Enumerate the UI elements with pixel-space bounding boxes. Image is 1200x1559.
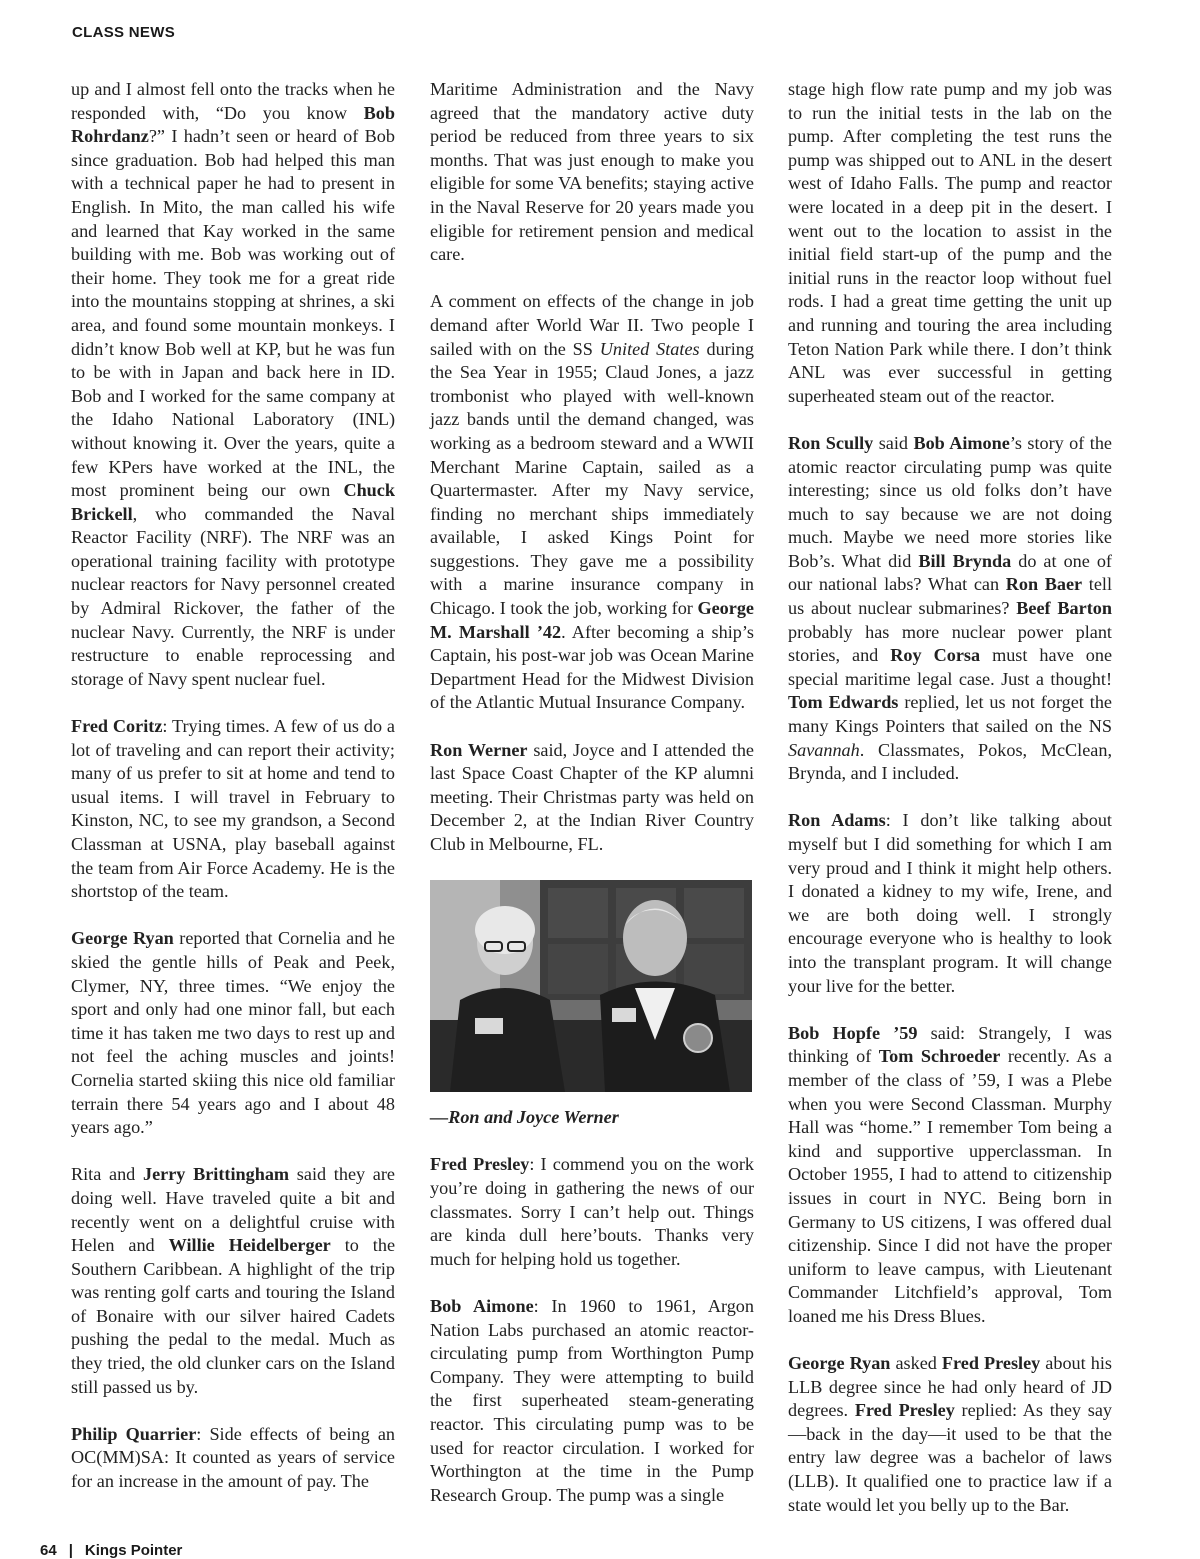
publication-name: Kings Pointer [84, 1542, 183, 1559]
text-run: during the Sea Year in 1955; Claud Jones, a jazz trombonist who played with well-known jazz bands until the demand changed, was working as a bedroom steward and a WWII Merchant Marine Captain, sailed as a Quartermaster. After my Navy service, finding no merchant ships immediately available, I asked Kings Point for suggestions. They gave me a possibility with a marine insurance company in Chicago. I took the job, working for [430, 338, 754, 619]
text-run: , who commanded the Naval Reactor Facility (NRF). The NRF was an operational training facility with prototype nuclear reactors for Navy personnel created by Admiral Rickover, the father of the nuclear Navy. Currently, the NRF is under restructure to enable reprocessing and storage of Navy spent nuclear fuel. [71, 503, 395, 689]
text-run: ’s story of the atomic reactor circulating pump was quite interesting; since us old folks don’t have much to say because we are not doing much. Maybe we need more stories like Bob’s. What did [788, 432, 1112, 571]
text-run: reported that Cornelia and he skied the gentle hills of Peak and Peek, Clymer, NY, three times. “We enjoy the sport and only had one minor fall, but each time it has taken me two days to rest up and not feel the aching muscles and joints! Cornelia started skiing this nice old familiar terrain there 54 years ago and I about 48 years ago.” [71, 928, 395, 1138]
page-footer [40, 1542, 182, 1559]
person-name: Ron Werner [430, 739, 528, 760]
section-heading: CLASS NEWS [72, 24, 176, 41]
person-name: Fred Presley [430, 1154, 530, 1175]
text-run: : I don’t like talking about myself but I did something for which I am very proud and I think it might help others. I donated a kidney to my wife, Irene, and we are both doing well. I strongly encourage everyone who is healthy to look into the transplant program. It will change your live for the better. [788, 810, 1112, 996]
text-run: up and I almost fell onto the tracks when he responded with, “Do you know [71, 79, 395, 123]
person-name: Jerry Brittingham [142, 1164, 290, 1185]
text-run: . Classmates, Pokos, McClean, Brynda, and I included. [788, 739, 1112, 784]
text-run: stage high flow rate pump and my job was to run the initial tests in the lab on the pump. After completing the test runs the pump was shipped out to ANL in the desert west of Idaho Falls. The pump and reactor were located in a deep pit in the desert. I went out to the location to assist in the initial field start-up of the pump and the initial runs in the reactor loop without fuel rods. I had a great time getting the unit up and running and touring the area including Teton Nation Park while there. I don’t think ANL was ever successful in getting superheated steam out of the reactor. [788, 79, 1112, 406]
person-name: Willie Heidelberger [168, 1235, 331, 1256]
person-name: Bob Hopfe ’59 [788, 1022, 918, 1043]
text-run: must have one special maritime legal case. Just a thought! [788, 645, 1113, 689]
paragraph [430, 739, 754, 857]
paragraph [71, 1163, 395, 1399]
ship-name: Savannah [788, 739, 860, 760]
person-name: Ron Scully [788, 432, 874, 453]
text-run: replied: As they say—back in the day—it used to be that the entry law degree was a bachelor of laws (LLB). It qualified one to practice law if a state would let you belly up to the Bar. [788, 1400, 1112, 1515]
text-column-3 [788, 78, 1112, 1517]
person-name: Bob Rohrdanz [71, 102, 395, 147]
text-run: : I commend you on the work you’re doing in gathering the news of our classmates. Sorry I can’t help out. Things are kinda dull here’bouts. Thanks very much for helping hold us together. [430, 1154, 754, 1269]
photo-caption: —Ron and Joyce Werner [430, 1107, 619, 1128]
paragraph [71, 715, 395, 904]
person-name: Fred Presley [854, 1400, 955, 1421]
person-name: Bob Aimone [430, 1295, 534, 1316]
person-name: Fred Coritz [71, 716, 163, 737]
person-name: Chuck Brickell [71, 480, 395, 524]
photo-illustration [430, 880, 752, 1092]
person-name: George Ryan [788, 1353, 891, 1374]
person-name: Philip Quarrier [71, 1423, 197, 1444]
text-run: said [873, 432, 914, 453]
page-number: 64 [40, 1542, 57, 1559]
person-name: Ron Adams [788, 810, 886, 831]
paragraph [71, 1423, 395, 1494]
paragraph [788, 1352, 1112, 1517]
person-name: Bill Brynda [918, 550, 1012, 571]
text-run: replied, let us not forget the many Kings Pointers that sailed on the NS [788, 692, 1112, 737]
paragraph [788, 432, 1112, 786]
paragraph [430, 1295, 754, 1507]
paragraph [788, 78, 1112, 408]
text-run: said they are doing well. Have traveled quite a bit and recently went on a delightful cruise with Helen and [71, 1164, 396, 1256]
text-run: : Side effects of being an OC(MM)SA: It counted as years of service for an increase in the amount of pay. The [71, 1423, 395, 1492]
paragraph [788, 1022, 1112, 1329]
paragraph [788, 809, 1112, 998]
text-run: asked [890, 1353, 942, 1374]
person-name: Fred Presley [941, 1353, 1041, 1374]
paragraph [430, 78, 754, 267]
person-name: Ron Baer [1005, 574, 1083, 595]
text-run: Maritime Administration and the Navy agreed that the mandatory active duty period be reduced from three years to six months. That was just enough to make you eligible for some VA benefits; staying active in the Naval Reserve for 20 years made you eligible for retirement pension and medical care. [430, 79, 754, 265]
text-column-1 [71, 78, 395, 1494]
text-run: : Trying times. A few of us do a lot of traveling and can report their activity; many of us prefer to sit at home and tend to usual items. I will travel in February to Kinston, NC, to see my grandson, a Second Classman at USNA, play baseball against the team from Air Force Academy. He is the shortstop of the team. [71, 716, 395, 902]
person-name: Roy Corsa [890, 645, 981, 666]
photo-ron-and-joyce-werner [430, 880, 752, 1092]
text-run: : In 1960 to 1961, Argon Nation Labs purchased an atomic reactor-circulating pump from Worthington Pump Company. They were attempting to build the first superheated steam-generating reactor. This circulating pump was to be used for reactor circulation. I worked for Worthington at the time in the Pump Research Group. The pump was a single [430, 1295, 754, 1505]
text-run: do at one of our national labs? What can [788, 550, 1112, 595]
person-name: Tom Schroeder [878, 1046, 1001, 1067]
text-run: Rita and [71, 1164, 143, 1185]
paragraph [71, 927, 395, 1139]
person-name: Tom Edwards [788, 692, 899, 713]
ship-name: United States [599, 338, 700, 359]
text-run: to the Southern Caribbean. A highlight of the trip was renting golf carts and touring the Island of Bonaire with our silver haired Cadets pushing the pedal to the medal. Much as they tried, the old clunker cars on the Island still passed us by. [71, 1235, 396, 1397]
text-run: A comment on effects of the change in job demand after World War II. Two people I sailed with on the SS [430, 291, 754, 359]
text-run: . After becoming a ship’s Captain, his post-war job was Ocean Marine Department Head for the Midwest Division of the Atlantic Mutual Insurance Company. [430, 621, 754, 713]
text-column-2 [430, 78, 754, 1507]
paragraph [430, 1153, 754, 1271]
text-run: about his LLB degree since he had only heard of JD degrees. [788, 1353, 1112, 1421]
text-run: ?” I hadn’t seen or heard of Bob since graduation. Bob had helped this man with a technical paper he had to present in English. In Mito, the man called his wife and learned that Kay worked in the same building with me. Bob was working out of their home. They took me for a great ride into the mountains stopping at shrines, a ski area, and found some mountain monkeys. I didn’t know Bob well at KP, but he was fun to be with in Japan and back here in ID. Bob and I worked for the same company at the Idaho National Laboratory (INL) without knowing it. Over the years, quite a few KPers have worked at the INL, the most prominent being our own [71, 126, 395, 501]
text-run: tell us about nuclear submarines? [788, 574, 1113, 619]
footer-separator: | [68, 1542, 73, 1559]
person-name: Bob Aimone [913, 432, 1010, 453]
person-name: Beef Barton [1016, 598, 1112, 619]
text-run: probably has more nuclear power plant stories, and [788, 621, 1112, 666]
paragraph [71, 78, 395, 691]
text-run: recently. As a member of the class of ’59, I was a Plebe when you were Second Classman. Murphy Hall was “home.” I remember Tom being a kind and supportive upperclassman. In October 1955, I had to attend to citizenship issues in court in NYC. Being born in Germany to US citizens, I was offered dual citizenship. Since I did not have the proper uniform to leave campus, with Lieutenant Commander Litchfield’s approval, Tom loaned me his Dress Blues. [788, 1046, 1112, 1326]
paragraph [430, 290, 754, 715]
text-run: said, Joyce and I attended the last Space Coast Chapter of the KP alumni meeting. Their Christmas party was held on December 2, at the Indian River Country Club in Melbourne, FL. [430, 739, 754, 854]
text-run: said: Strangely, I was thinking of [788, 1022, 1113, 1067]
person-name: George M. Marshall ’42 [430, 598, 754, 642]
person-name: George Ryan [71, 928, 174, 949]
